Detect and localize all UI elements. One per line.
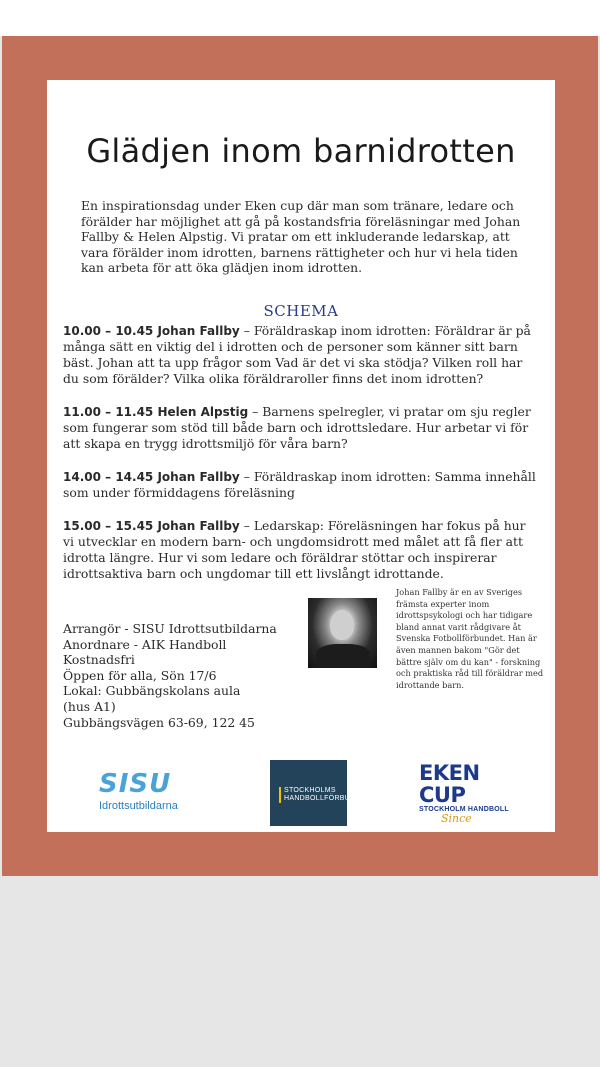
session-time-speaker: 14.00 – 14.45 Johan Fallby	[63, 470, 240, 484]
session-description: – Föräldraskap inom idrotten: Samma innehåll som under förmiddagens föreläsning	[63, 469, 536, 500]
eken-cup-logo	[419, 762, 519, 824]
eken-cup-word: EKEN CUP	[419, 761, 480, 807]
organizer-line: Arrangör - SISU Idrottsutbildarna	[63, 621, 277, 636]
logo-row	[47, 761, 555, 840]
poster	[47, 80, 555, 832]
schedule-item	[63, 323, 539, 387]
cost-line: Kostnadsfri	[63, 652, 135, 668]
host-line: Anordnare - AIK Handboll	[63, 636, 227, 652]
session-time-speaker: 15.00 – 15.45 Johan Fallby	[63, 519, 240, 533]
poster-frame	[2, 36, 598, 876]
shf-line2: HANDBOLLFÖRBUND	[284, 795, 361, 802]
shf-line1: STOCKHOLMS	[284, 787, 336, 794]
event-info	[63, 621, 313, 730]
schedule-item	[63, 469, 539, 501]
shf-accent-bar	[279, 787, 281, 803]
building-line: (hus A1)	[63, 698, 116, 714]
date-line: Öppen för alla, Sön 17/6	[63, 667, 217, 683]
session-description: – Föräldraskap inom idrotten: Föräldrar är på många sätt en viktig del i idrotten och de personer som känner sitt barn bäst. Johan att ta upp frågor som Vad är det vi ska stödja? Vilken roll har du som förälder? Vilka olika föräldraroller finns det inom idrotten?	[63, 323, 531, 386]
status-bar	[0, 0, 600, 36]
stockholms-handbollforbund-logo	[270, 760, 361, 826]
session-description: – Ledarskap: Föreläsningen har fokus på hur vi utvecklar en modern barn- och ungdomsidrott med målet att få fler att idrotta längre. Hur vi som ledare och föräldrar stöttar och inspirerar idrottsaktiva barn och ungdomar till ett livslångt idrottande.	[63, 518, 526, 581]
sisu-logo-word: SISU	[99, 769, 172, 799]
intro-text: En inspirationsdag under Eken cup där man som tränare, ledare och förälder har möjlighet att gå på kostandsfria föreläsningar med Johan Fallby & Helen Alpstig. Vi pratar om ett inkluderande ledarskap, att vara förälder inom idrotten, barnens rättigheter och hur vi hela tiden kan arbeta för att öka glädjen inom idrotten.	[81, 198, 521, 276]
venue-line: Lokal: Gubbängskolans aula	[63, 683, 241, 699]
speaker-photo	[308, 598, 377, 668]
schedule-item	[63, 404, 539, 452]
session-description: – Barnens spelregler, vi pratar om sju regler som fungerar som stöd till både barn och idrottsledare. Hur arbetar vi för att skapa en trygg idrottsmiljö för våra barn?	[63, 404, 531, 451]
address-line: Gubbängsvägen 63-69, 122 45	[63, 714, 255, 730]
schema-heading: SCHEMA	[263, 302, 339, 320]
session-time-speaker: 10.00 – 10.45 Johan Fallby	[63, 324, 240, 338]
shf-logo-text	[284, 787, 361, 803]
sisu-logo-subtitle: Idrottsutbildarna	[99, 800, 178, 812]
sisu-logo	[99, 770, 209, 812]
schedule-list	[63, 323, 539, 599]
session-time-speaker: 11.00 – 11.45 Helen Alpstig	[63, 405, 249, 419]
eken-cup-since: Since	[441, 812, 472, 825]
schedule-item	[63, 518, 539, 582]
speaker-bio: Johan Fallby är en av Sveriges främsta experter inom idrottspsykologi och har tidigare bland annat varit rådgivare åt Svenska Fotbollförbundet. Han är även mannen bakom "Gör det bättre själv om du kan" - forskning och praktiska råd till föräldrar med idrottande barn.	[396, 587, 544, 690]
poster-title: Glädjen inom barnidrotten	[86, 132, 516, 170]
speaker-face	[330, 610, 354, 640]
speaker-shoulders	[316, 644, 370, 668]
eken-cup-subtitle: STOCKHOLM HANDBOLL	[419, 806, 509, 813]
